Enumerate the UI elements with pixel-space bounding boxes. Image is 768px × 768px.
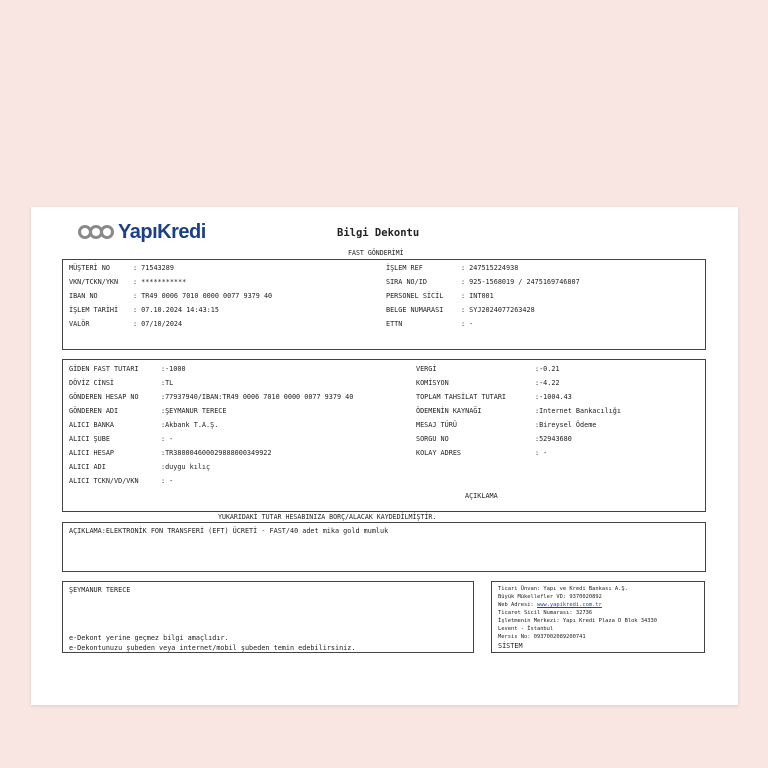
bank-unvan: Ticari Ünvan: Yapı ve Kredi Bankası A.Ş. [498, 586, 628, 592]
description-box [62, 522, 706, 572]
account-info-box [62, 259, 706, 350]
logo-text: YapıKredi [118, 220, 206, 243]
info-label: SIRA NO/ID [386, 278, 427, 286]
footer-note-line1: e-Dekont yerine geçmez bilgi amaçlıdır. [69, 634, 229, 642]
info-value: : 07/10/2024 [133, 320, 183, 328]
aciklama-label: AÇIKLAMA [465, 492, 498, 500]
transfer-value: :77937940/IBAN:TR49 0006 7010 0000 0077 9379 40 [161, 393, 354, 401]
info-value: : 71543289 [133, 264, 174, 272]
info-value: : SYJ2024077263428 [461, 306, 535, 314]
info-label: PERSONEL SİCİL [386, 292, 444, 300]
transfer-label: VERGİ [416, 365, 437, 373]
bank-web-prefix: Web Adresi: [498, 602, 537, 608]
info-label: MÜŞTERİ NO [69, 264, 110, 272]
footer-customer-name: ŞEYMANUR TERECE [69, 586, 131, 594]
bank-mersis: Mersis No: 0937002089200741 [498, 634, 586, 640]
footer-customer-box [62, 581, 474, 653]
bank-info-box [491, 581, 705, 653]
transfer-label: GÖNDEREN HESAP NO [69, 393, 139, 401]
transfer-value: :-4.22 [535, 379, 560, 387]
transfer-value: :TL [161, 379, 174, 387]
bank-merkez2: Levent - İstanbul [498, 626, 554, 632]
transfer-label: DÖVİZ CİNSİ [69, 379, 115, 387]
info-value: : 07.10.2024 14:43:15 [133, 306, 219, 314]
logo-knot-icon [77, 223, 115, 241]
transfer-value: :Internet Bankacılığı [535, 407, 621, 415]
bank-sicil: Ticaret Sicil Numarası: 32736 [498, 610, 593, 616]
info-value: : 247515224938 [461, 264, 519, 272]
transfer-value: : - [161, 477, 174, 485]
bank-merkez: İşletmenin Merkezi: Yapı Kredi Plaza D Blok 34330 [498, 618, 658, 624]
transfer-label: ÖDEMENİN KAYNAĞI [416, 407, 482, 415]
transfer-value: :ŞEYMANUR TERECE [161, 407, 227, 415]
info-label: İŞLEM TARİHİ [69, 306, 119, 314]
transfer-label: KOMİSYON [416, 379, 449, 387]
bank-web [498, 602, 602, 609]
info-value: : TR49 0006 7010 0000 0077 9379 40 [133, 292, 273, 300]
info-label: BELGE NUMARASI [386, 306, 444, 314]
transfer-value: :52943680 [535, 435, 572, 443]
info-value: : *********** [133, 278, 187, 286]
document-subtitle: FAST GÖNDERİMİ [348, 249, 404, 257]
transfer-value: :Bireysel Ödeme [535, 421, 597, 429]
debit-credit-notice: YUKARIDAKİ TUTAR HESABINIZA BORÇ/ALACAK KAYDEDİLMİŞTİR. [218, 513, 437, 521]
info-label: VALÖR [69, 320, 90, 328]
transfer-value: : - [161, 435, 174, 443]
info-label: İŞLEM REF [386, 264, 423, 272]
info-label: IBAN NO [69, 292, 98, 300]
transfer-value: :-1000 [161, 365, 186, 373]
receipt-document [31, 207, 738, 705]
info-value: : - [461, 320, 474, 328]
document-title: Bilgi Dekontu [337, 227, 420, 239]
info-value: : 925-1568019 / 2475169746807 [461, 278, 580, 286]
transfer-details-box [62, 359, 706, 512]
transfer-value: :Akbank T.A.Ş. [161, 421, 219, 429]
transfer-label: GİDEN FAST TUTARI [69, 365, 139, 373]
transfer-label: ALICI ŞUBE [69, 435, 110, 443]
transfer-value: :TR380004600029888000349922 [161, 449, 272, 457]
transfer-label: GÖNDEREN ADI [69, 407, 119, 415]
transfer-label: ALICI TCKN/VD/VKN [69, 477, 139, 485]
transfer-label: ALICI HESAP [69, 449, 115, 457]
transfer-label: ALICI ADI [69, 463, 106, 471]
transfer-value: : - [535, 449, 548, 457]
footer-note-line2: e-Dekontunuzu şubeden veya internet/mobil şubeden temin edebilirsiniz. [69, 644, 356, 652]
yapikredi-logo [77, 220, 206, 244]
transfer-value: :duygu kılıç [161, 463, 211, 471]
transfer-label: KOLAY ADRES [416, 449, 462, 457]
bank-vd: Büyük Mükellefler VD: 9370020892 [498, 594, 602, 600]
transfer-label: TOPLAM TAHSİLAT TUTARI [416, 393, 507, 401]
transfer-label: MESAJ TÜRÜ [416, 421, 457, 429]
bank-sistem: SİSTEM [498, 642, 523, 650]
description-text: AÇIKLAMA:ELEKTRONİK FON TRANSFERİ (EFT) ÜCRETİ - FAST/40 adet mika gold mumluk [69, 527, 389, 535]
info-label: VKN/TCKN/YKN [69, 278, 119, 286]
info-label: ETTN [386, 320, 403, 328]
info-value: : INT001 [461, 292, 494, 300]
transfer-label: SORGU NO [416, 435, 449, 443]
transfer-value: :-1004.43 [535, 393, 572, 401]
transfer-value: :-0.21 [535, 365, 560, 373]
transfer-label: ALICI BANKA [69, 421, 115, 429]
bank-web-link[interactable]: www.yapikredi.com.tr [536, 602, 602, 608]
